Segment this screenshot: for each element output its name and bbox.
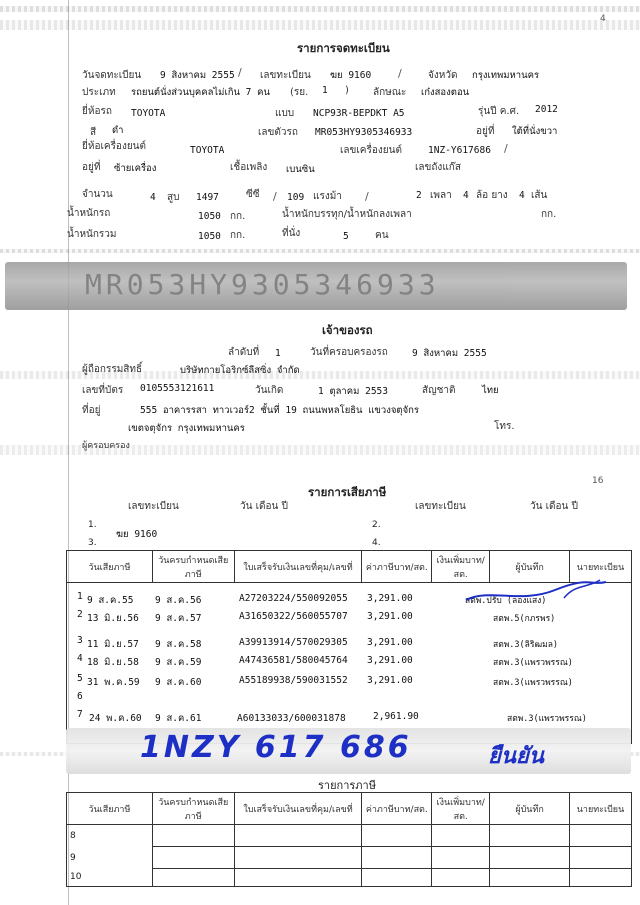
row-number: 9 [67,847,153,869]
page-number: 16 [592,476,604,486]
plate-row-num: 1. [88,520,97,530]
recorder: สตพ.5(กภรพร) [493,614,556,624]
dob-label: วันเกิด [255,385,284,396]
engine-loc-value: ซ้ายเครื่อง [114,163,157,174]
plate-column-label: เลขทะเบียน [128,501,179,512]
engine-no-value: 1NZ-Y617686 [428,145,491,156]
row-number: 7 [77,709,83,720]
paid-date: 13 มิ.ย.56 [87,613,139,624]
recorder: สตพ.3(ลิริฒมล) [493,640,559,650]
color-label: สี [90,127,97,138]
column-header: ผู้บันทึก [490,551,570,583]
brand-label: ยี่ห้อรถ [82,106,112,117]
receipt-number: A39913914/570029305 [239,637,348,648]
gross-weight-value: 1050 [198,231,221,242]
plate-value: ฆย 9160 [330,70,372,81]
scan-noise [0,6,640,12]
address-line1: 555 อาคารรสา ทาวเวอร์2 ชั้นที่ 19 ถนนพหลโยธิน แขวงจตุจักร [140,405,420,416]
owner-value: บริษัทกายโอริกซ์ลีสซิ่ง จำกัด [180,365,300,376]
id-label: เลขที่บัตร [82,385,124,396]
column-header: วันครบกำหนดเสียภาษี [152,551,234,583]
tire-label: เส้น [531,190,548,201]
tax-amount: 3,291.00 [367,637,413,648]
cylinder-label: สูบ [167,192,180,203]
tire-value: 4 [519,190,525,201]
recorder: สตพ.3(แพรวพรรณ) [507,714,587,724]
seat-unit: คน [375,230,389,241]
reg-date-value: 9 สิงหาคม 2555 [160,70,235,81]
seat-value: 5 [343,231,349,242]
province-value: กรุงเทพมหานคร [472,70,540,81]
receipt-number: A55189938/590031552 [239,675,348,686]
tick-mark: / [398,67,402,80]
seq-value: 1 [275,348,281,359]
tick-mark: / [273,190,277,203]
receipt-number: A31650322/560055707 [239,611,348,622]
column-header: นายทะเบียน [570,793,632,825]
color-value: ดำ [112,125,124,136]
row-number: 4 [77,653,83,664]
tick-mark: / [238,66,242,79]
receipt-number: A27203224/550092055 [239,593,348,604]
chassis-rubbing-tape [5,262,627,310]
tax2-section-title: รายการภาษี [318,779,376,792]
column-header: ใบเสร็จรับเงินเลขที่คุม/เลขที่ [234,551,362,583]
possession-date-label: วันที่ครอบครองรถ [310,347,388,358]
kg-unit: กก. [230,230,246,241]
weight-value: 1050 [198,211,221,222]
due-date: 9 ส.ค.58 [155,639,202,650]
fuel-label: เชื้อเพลิง [230,162,268,173]
province-label: จังหวัด [428,70,458,81]
owner-label: ผู้ถือกรรมสิทธิ์ [82,364,143,375]
column-header: วันเสียภาษี [67,551,153,583]
date-column-label: วัน เดือน ปี [240,501,288,512]
row-number: 8 [67,825,153,847]
column-header: วันเสียภาษี [67,793,153,825]
kg-unit: กก. [230,211,246,222]
gas-tank-label: เลขถังแก๊ส [415,162,461,173]
row-number: 5 [77,673,83,684]
chassis-value: MR053HY9305346933 [315,127,413,138]
column-header: ผู้บันทึก [490,793,570,825]
load-label: น้ำหนักบรรทุก/น้ำหนักลงเพลา [282,209,412,220]
engine-loc-label: อยู่ที่ [82,162,101,173]
tax-amount: 2,961.90 [373,711,419,722]
table-row [67,847,632,869]
column-header: ใบเสร็จรับเงินเลขที่คุม/เลขที่ [234,793,362,825]
cc-label: ซีซี [246,189,260,200]
cylinder-value: 4 [150,192,156,203]
recorder: สตพ.3(แพรวพรรณ) [493,678,573,688]
column-header: ค่าภาษีบาท/สต. [362,793,432,825]
due-date: 9 ส.ค.59 [155,657,202,668]
gross-weight-label: น้ำหนักรวม [67,229,117,240]
paid-date: 18 มิ.ย.58 [87,657,139,668]
tick-mark: / [504,142,508,155]
model-value: NCP93R-BEPDKT A5 [313,108,405,119]
engine-brand-label: ยี่ห้อเครื่องยนต์ [82,141,147,152]
hp-value: 109 [287,192,305,203]
recorder: สตพ.ปรับ (ลองแสง) [465,596,547,606]
seq-label: ลำดับที่ [228,347,260,358]
wheel-label: ล้อ ยาง [476,190,508,201]
plate-row-value: ฆย 9160 [116,529,158,540]
due-date: 9 ส.ค.56 [155,595,202,606]
date-column-label: วัน เดือน ปี [530,501,578,512]
count-label: จำนวน [82,189,113,200]
table-header-row [67,793,632,825]
weight-label: น้ำหนักรถ [67,208,111,219]
column-header: ค่าภาษีบาท/สต. [362,551,432,583]
row-number: 6 [77,691,83,702]
tax-section-title: รายการเสียภาษี [308,485,387,499]
column-header: เงินเพิ่มบาท/สต. [432,793,490,825]
engine-brand-value: TOYOTA [190,145,225,156]
rs-label: (รย. [290,87,309,98]
wheel-value: 4 [463,190,469,201]
row-number: 2 [77,609,83,620]
page-number: 4 [600,14,606,24]
plate-label: เลขทะเบียน [260,70,311,81]
paid-date: 24 พ.ค.60 [89,713,142,724]
column-header: นายทะเบียน [570,551,632,583]
rs-value: 1 [322,85,328,96]
column-header: วันครบกำหนดเสียภาษี [152,793,234,825]
paid-date: 31 พ.ค.59 [87,677,140,688]
fuel-value: เบนซิน [286,164,315,175]
axle-value: 2 [416,190,422,201]
plate-row-num: 2. [372,520,381,530]
tax-amount: 3,291.00 [367,655,413,666]
tax-amount: 3,291.00 [367,611,413,622]
style-value: เก๋งสองตอน [421,87,470,98]
tick-mark: / [365,190,369,203]
due-date: 9 ส.ค.57 [155,613,202,624]
address-line2: เขตจตุจักร กรุงเทพมหานคร [128,423,245,434]
kg-unit: กก. [541,209,557,220]
brand-value: TOYOTA [131,108,166,119]
paid-date: 11 มิ.ย.57 [87,639,139,650]
model-label: แบบ [275,108,295,119]
possession-date-value: 9 สิงหาคม 2555 [412,348,487,359]
style-label: ลักษณะ [373,87,407,98]
tax-continuation-table [66,792,632,887]
id-value: 0105553121611 [140,383,215,394]
plate-column-label: เลขทะเบียน [415,501,466,512]
pen-strike-mark [460,578,610,618]
table-row [67,869,632,887]
plate-row-num: 4. [372,538,381,548]
row-number: 3 [77,635,83,646]
tax-amount: 3,291.00 [367,593,413,604]
reg-date-label: วันจดทะเบียน [82,70,142,81]
dob-value: 1 ตุลาคม 2553 [318,386,388,397]
chassis-loc-label: อยู่ที่ [476,126,495,137]
handwritten-confirmation: ยืนยัน [488,744,544,769]
axle-label: เพลา [430,190,452,201]
due-date: 9 ส.ค.60 [155,677,202,688]
tax-amount: 3,291.00 [367,675,413,686]
year-value: 2012 [535,104,558,115]
engine-no-label: เลขเครื่องยนต์ [340,145,402,156]
due-date: 9 ส.ค.61 [155,713,202,724]
column-header: เงินเพิ่มบาท/สต. [432,551,490,583]
recorder: สตพ.3(แพรวพรรณ) [493,658,573,668]
chassis-rubbing-text: MR053HY9305346933 [85,268,440,301]
rs-close: ) [345,85,349,96]
type-label: ประเภท [82,87,116,98]
hp-label: แรงม้า [313,191,342,202]
chassis-loc-value: ใต้ที่นั่งขวา [512,126,558,137]
row-number: 10 [67,869,153,887]
type-value: รถยนต์นั่งส่วนบุคคลไม่เกิน 7 คน [131,87,270,98]
possessor-label: ผู้ครอบครอง [82,441,130,451]
table-row [67,825,632,847]
receipt-number: A47436581/580045764 [239,655,348,666]
chassis-label: เลขตัวรถ [258,127,298,138]
year-label: รุ่นปี ค.ศ. [478,106,520,117]
handwritten-engine-number: 1NZY 617 686 [140,730,412,765]
registration-section-title: รายการจดทะเบียน [297,41,390,55]
receipt-number: A60133033/600031878 [237,713,346,724]
row-number: 1 [77,591,83,602]
scan-noise [0,20,640,30]
tel-label: โทร. [494,421,515,432]
paid-date: 9 ส.ค.55 [87,595,134,606]
address-label: ที่อยู่ [82,405,101,416]
owner-section-title: เจ้าของรถ [322,323,373,337]
plate-row-num: 3. [88,538,97,548]
nationality-value: ไทย [482,385,499,396]
seat-label: ที่นั่ง [282,228,301,239]
nationality-label: สัญชาติ [422,385,456,396]
scan-noise [0,249,640,253]
cc-value: 1497 [196,192,219,203]
